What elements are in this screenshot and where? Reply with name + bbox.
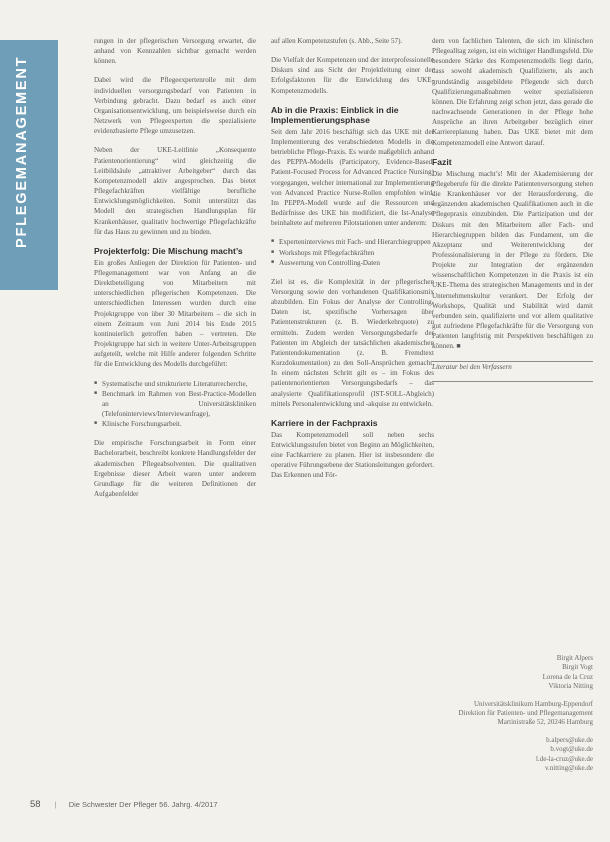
author-email: l.de-la-cruz@uke.de [536,754,593,763]
bullet-list [271,237,434,267]
section-label: PFLEGEMANAGEMENT [14,55,30,248]
paragraph: dern von fachlichen Talenten, die sich im klinischen Pflegealltag zeigen, ist ein wichtiger Handlungsfeld. Die besondere Stärke des Kompetenzmodells liegt darin, dass sowohl akademisch Qualifizierte, als auch grundständig ausgebildete Pflegende sich durch Qualifizierungsmaßnahmen weiter spezialisieren können. Die Erfahrung zeigt schon jetzt, dass gerade die nachwachsende Generationen in der Pflege hohe Ansprüche an ihren Arbeitgeber bezüglich einer Karriereplanung haben. Das UKE bietet mit dem Kompetenzmodell eine Antwort darauf. [432,37,593,147]
paragraph: Die empirische Forschungsarbeit in Form einer Bachelorarbeit, beschreibt konkrete Handlungsfelder der akademischen Pflegeabsolventen. Die qualitativen Ergebnisse dieser Arbeit waren unter anderem Grundlage für die weiteren Definitionen der Aufgabenfelder [94,439,256,499]
list-item: ■ Klinische Forschungsarbeit. [94,419,256,429]
section-heading: Karriere in der Fachpraxis [271,417,378,428]
section-heading: Fazit [432,156,452,167]
section-heading: Ab in die Praxis: Einblick in die Implementierungsphase [271,104,399,125]
list-item: ■ Workshops mit Pflegefachkräften [271,248,434,258]
bullet-list [94,379,256,430]
paragraph: rungen in der pflegerischen Versorgung erwartet, die anhand von Kennzahlen sichtbar gemacht werden können. [94,37,256,66]
author-email: b.vogt@uke.de [550,745,593,754]
divider [432,381,593,382]
sidebar [0,0,58,842]
paragraph: Ein großes Anliegen der Direktion für Patienten- und Pflegemanagement war von Anfang an die Direktbeteiligung von Mitarbeitern mit unterschiedlichen pflegerischen Kompetenzen. Die unterschiedlichen Interessen wurden durch eine Projektgruppe von über 30 Mitarbeitern – die sich in einem Zeitraum von Juni 2014 bis Ende 2015 kontinuierlich getroffen haben – vertreten. Die Projektgruppe hat sich in weitere Unter-Arbeitsgruppen aufgeteilt, welche mit Hilfe anderer folgenden Schritte für die Entwicklung des Modells durchgeführt: [94,258,256,369]
author-name: Lorena de la Cruz [542,672,593,681]
list-item: ■ Systematische und strukturierte Literaturrecherche, [94,379,256,389]
page-number: 58 [30,799,41,810]
page-footer [30,799,218,810]
paragraph: Seit dem Jahr 2016 beschäftigt sich das UKE mit der Implementierung des verabschiedeten Modells in die betriebliche Pflege-Praxis. Es wurde maßgeblich anhand des PEPPA-Modells (Participatory, Evidence-Based, Patient-Focused Process for Advanced Practice Nursing) vorgegangen, welcher international zur Implementierung von Advanced Practice Nurse-Rollen empfohlen wird. Im PEPPA-Modell wurde auf die Ressourcen und Bedürfnisse des UKE hin modifiziert, die Ist-Analyse beinhaltete auf mehreren Pilotstationen unter anderem: [271,127,434,228]
author-email: v.nitting@uke.de [545,764,593,773]
paragraph: Ziel ist es, die Komplexität in der pflegerischen Versorgung sowie den vorhandenen Qualifikationsmix abzubilden. Ein Fokus der Analyse der Controlling-Daten ist, spezifische Vorhersagen über Patientenstrukturen (z. B. Wiederkehrquote) zu ermitteln. Zudem werden Versorgungsbedarfe der Patienten im Abgleich der tatsächlichen akademischen Patientendokumentation (z. B. Fremdtext Kurzdokumentation) zu den Soll-Ansprüchen gemacht. In einem nächsten Schritt gilt es – im Fokus des patientenorientierten Versorgungsbedarfs – das analysierte Qualifikationsprofil (IST-SOLL-Abgleich) mittels Personalentwicklung und -akquise zu entwickeln. [271,277,434,408]
affiliation-line: Universitätsklinikum Hamburg-Eppendorf [473,699,593,708]
author-block [432,654,593,773]
list-item: ■ Auswertung von Controlling-Daten [271,258,434,268]
section-heading: Projekterfolg: Die Mischung macht’s [94,245,243,256]
literature-note: Literatur bei den Verfassern [432,362,512,371]
column-2 [271,36,434,490]
author-name: Birgit Vogt [562,663,593,672]
footer-separator: | [54,800,57,809]
author-email: b.alpers@uke.de [546,735,593,744]
column-1 [94,36,256,508]
author-name: Birgit Alpers [556,654,593,662]
column-3 [432,36,593,382]
affiliation-line: Direktion für Patienten- und Pflegemanagement [458,709,593,718]
paragraph: Die Mischung macht’s! Mit der Akademisierung der Pflegeberufe für die direkte Patientenversorgung stehen die Krankenhäuser vor der Herausforderung, die ergänzenden akademischen Qualifikationen auch in die Pflegepraxis einzubinden. Die Partizipation und der Diskurs mit den Mitarbeitern aller Fach- und Hierarchiegruppen bilden das Fundament, um die Akzeptanz und Weiterentwicklung der Professionalisierung in der Pflege zu fördern. Die Projekte zur Integration der ergänzenden wissenschaftlichen Kompetenzen in die Praxis ist ein UKE-Thema des strategischen Managements und in der Unternehmenskultur verankert. Der Erfolg der Workshops, Qualität und Stabilität wird damit verbunden sein, qualifizierte und vor allem qualitative gut zufriedene Pflegefachkräfte für die Versorgung von Patienten langfristig mit Perspektiven beschäftigen zu können. ■ [432,169,593,351]
paragraph: Die Vielfalt der Kompetenzen und der interprofessionelle Diskurs sind aus Sicht der Projektleitung einer der Erfolgsfaktoren für die Entwicklung des UKE-Kompetenzmodells. [271,56,434,95]
paragraph: Das Kompetenzmodell soll neben sechs Entwicklungsstufen bietet von Beginn an Möglichkeiten, eine Fachkarriere zu planen. Hier ist insbesondere die operative Führungsebene der Stationsleitungen gefordert. Das Erkennen und För- [271,430,434,480]
list-item: ■ Experteninterviews mit Fach- und Hierarchiegruppen [271,237,434,247]
journal-citation: Die Schwester Der Pfleger 56. Jahrg. 4/2017 [68,800,218,809]
paragraph: Neben der UKE-Leitlinie „Konsequente Patientenorientierung“ wird gleichzeitig die Leitbildsäule „attraktiver Arbeitgeber“ durch das Kompetenzmodell aktiv angesprochen. Das bietet Pflegefachkräften vielfältige berufliche Entwicklungsmöglichkeiten. Somit unterstützt das Modell den strategischen Handlungsplan für Krankenhäuser, qualitativ hochwertige Pflegefachkräfte für das Haus zu gewinnen und zu binden. [94,146,256,236]
author-name: Viktoria Nitting [548,682,593,691]
paragraph: Dabei wird die Pflegeexpertenrolle mit dem individuellen versorgungsbedarf von Patienten in Verbindung gebracht. Dazu bedarf es auch einer Organisationsentwicklung, um beispielsweise durch ein Netzwerk von Pflegeexperten die spezialisierte evidenzbasierte Pflege umzusetzen. [94,76,256,136]
paragraph: auf allen Kompetenzstufen (s. Abb., Seite 57). [271,37,403,45]
affiliation-line: Martinistraße 52, 20246 Hamburg [497,718,593,727]
list-item: ■ Benchmark im Rahmen von Best-Practice-Modellen an Universitätskliniken (Telefoninterviews/Interviewanfrage), [94,389,256,419]
